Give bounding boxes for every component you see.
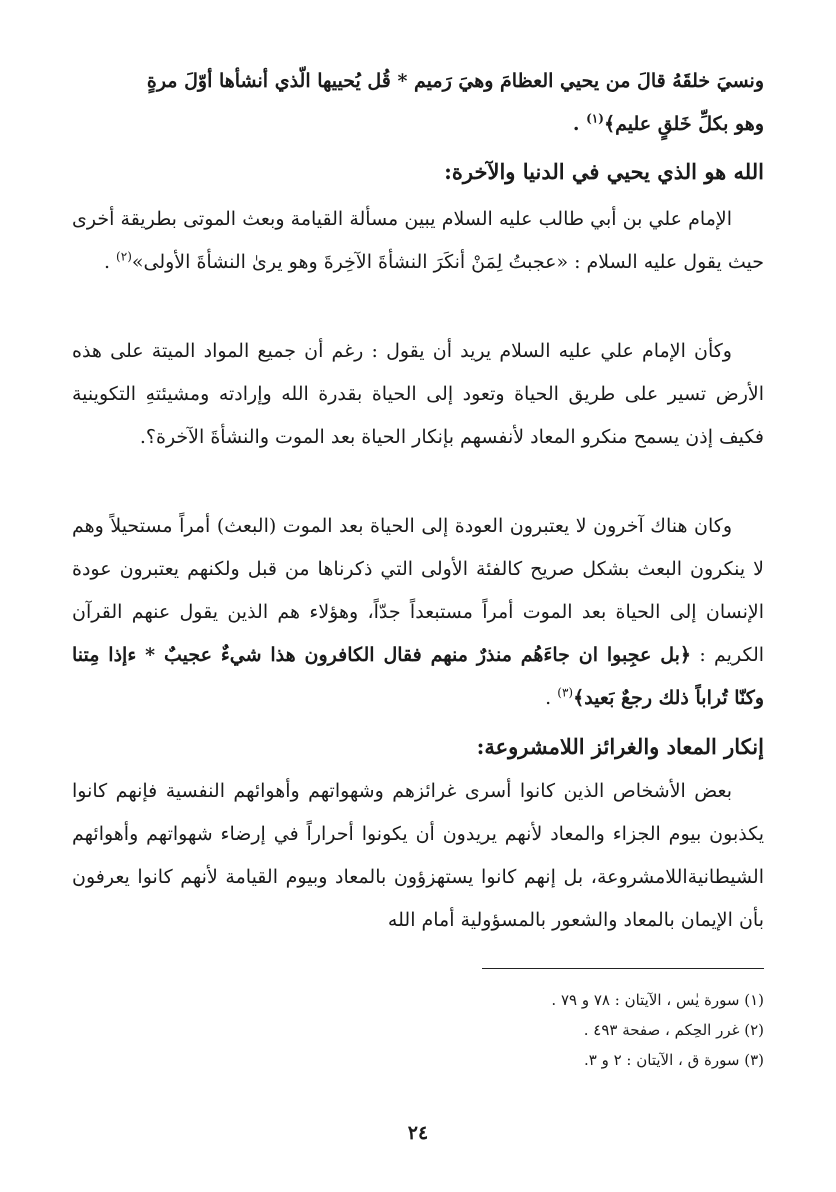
intro-verse-line-1: ونسيَ خلقَهُ قالَ من يحيي العظامَ وهيَ رَميم * قُل يُحييها الّذي أنشأها أوّلَ مرةٍ bbox=[146, 70, 764, 92]
verse-close-bracket: ﴾ bbox=[603, 113, 616, 135]
page-number: ٢٤ bbox=[407, 1122, 429, 1144]
footnote-2: (٢) غرر الحِكم ، صفحة ٤٩٣ . bbox=[583, 1021, 764, 1039]
paragraph-4: بعض الأشخاص الذين كانوا أسرى غرائزهم وشهواتهم وأهوائهم النفسية فإنهم كانوا يكذبون بيوم الجزاء والمعاد لأنهم يريدون أن يكونوا أحراراً في إرضاء شهواتهم وأهوائهم الشيطانيةاللامشروعة، بل إنهم كانوا يستهزؤون بالمعاد وبيوم القيامة لأنهم كانوا يعرفون بأن الإيمان بالمعاد والشعور بالمسؤولية أمام الله bbox=[72, 780, 764, 931]
paragraph-3 bbox=[72, 505, 764, 720]
paragraph-1-end: . bbox=[103, 251, 110, 273]
paragraph-1-text: الإمام علي بن أبي طالب عليه السلام يبين مسألة القيامة وبعث الموتى بطريقة أخرى حيث يقول عليه السلام : «عجبتُ لِمَنْ أنكَرَ النشأةَ الآخِرةَ وهو يرىٰ النشأةَ الأولى» bbox=[72, 208, 764, 273]
footnote-ref-3: (٣) bbox=[557, 685, 574, 700]
paragraph-3-block bbox=[72, 505, 764, 720]
footnote-ref-2: (٢) bbox=[116, 249, 132, 264]
footnotes-list bbox=[551, 985, 764, 1075]
footnote-3: (٣) سورة ق ، الآيتان : ٢ و ٣. bbox=[583, 1051, 764, 1069]
intro-verse-block bbox=[72, 60, 764, 146]
paragraph-4-block bbox=[72, 770, 764, 942]
paragraph-2-block bbox=[72, 330, 764, 459]
quran-quote: ﴿بل عجِبوا ان جاءَهُم منذرٌ منهم فقال الكافرون هذا شيءٌ عجيبٌ * ءإذا مِتنا وكنّا تُراباً ذلك رجعٌ بَعيد﴾ bbox=[72, 644, 764, 709]
footnote-ref-1: (١) bbox=[586, 111, 604, 126]
footnote-divider bbox=[482, 968, 764, 969]
section-heading-1: الله هو الذي يحيي في الدنيا والآخرة: bbox=[444, 159, 764, 184]
section-heading-2: إنكار المعاد والغرائز اللامشروعة: bbox=[476, 734, 764, 759]
intro-verse-line-2 bbox=[72, 103, 764, 146]
paragraph-1-block bbox=[72, 198, 764, 284]
paragraph-1 bbox=[72, 198, 764, 284]
paragraph-2: وكأن الإمام علي عليه السلام يريد أن يقول : رغم أن جميع المواد الميتة على هذه الأرض تسير على طريق الحياة وتعود إلى الحياة بقدرة الله وإرادته ومشيئتهِ التكوينية فكيف إذن يسمح منكرو المعاد لأنفسهم بإنكار الحياة بعد الموت والنشأةَ الآخرة؟. bbox=[72, 340, 764, 448]
intro-verse-text: وهو بكلِّ خَلقٍ عليم bbox=[615, 113, 764, 135]
paragraph-3-end: . bbox=[545, 687, 552, 709]
intro-verse-end: . bbox=[572, 113, 580, 135]
paragraph-3-text: وكان هناك آخرون لا يعتبرون العودة إلى الحياة بعد الموت (البعث) أمراً مستحيلاً وهم لا ينكرون البعث بشكل صريح كالفئة الأولى التي ذكرناها من قبل ولكنهم يعتبرون عودة الإنسان إلى الحياة بعد الموت أمراً مستبعداً جدّاً، وهؤلاء هم الذين يقول عنهم القرآن الكريم : bbox=[72, 515, 765, 666]
footnote-1: (١) سورة يٰس ، الآيتان : ٧٨ و ٧٩ . bbox=[551, 991, 764, 1009]
